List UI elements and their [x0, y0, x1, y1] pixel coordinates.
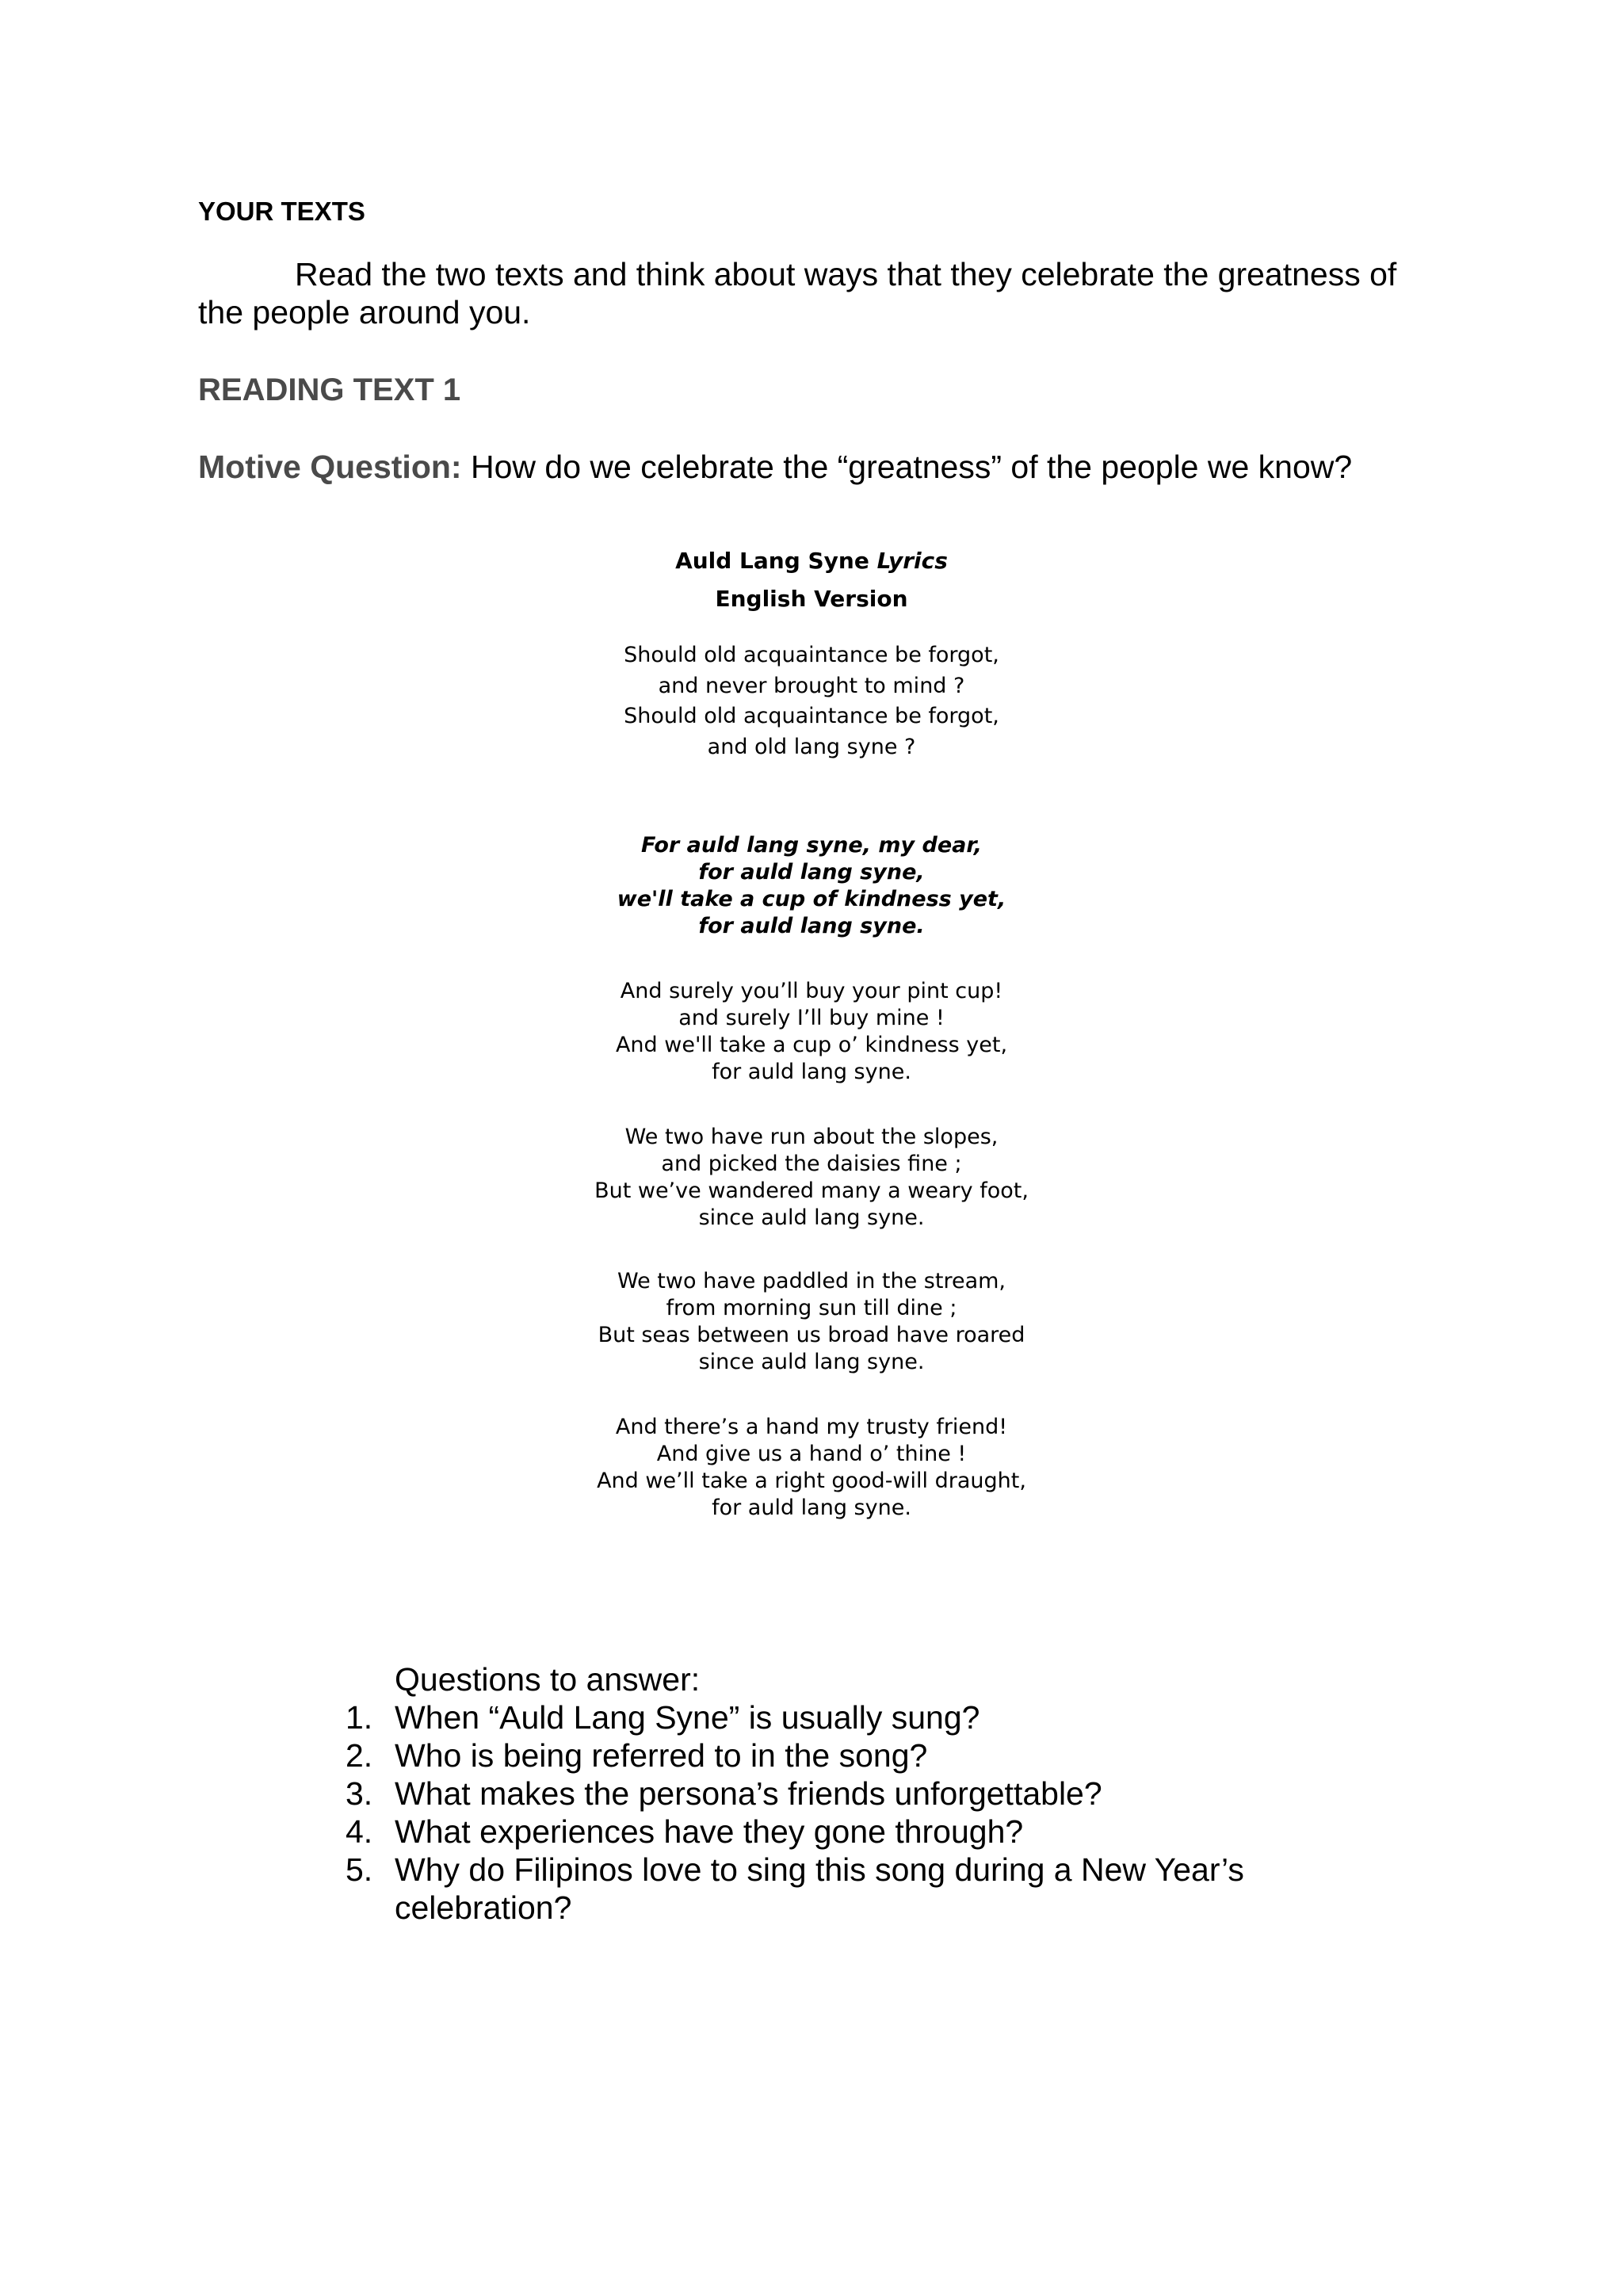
question-number: 2. [346, 1737, 373, 1774]
question-text: Who is being referred to in the song? [395, 1737, 928, 1774]
stanza-line: we'll take a cup of kindness yet, [617, 887, 1006, 911]
reading-title: READING TEXT 1 [198, 372, 461, 407]
stanza-line: But we’ve wandered many a weary foot, [594, 1179, 1029, 1203]
question-text: What makes the persona’s friends unforgettable? [395, 1775, 1102, 1812]
questions-list [198, 1698, 1387, 1927]
poem-subtitle: English Version [715, 586, 908, 612]
list-item [198, 1736, 1306, 1775]
stanza-line: for auld lang syne, [698, 860, 925, 884]
section-label: YOUR TEXTS [198, 197, 365, 226]
motive-question [198, 449, 1352, 486]
list-item [198, 1813, 1306, 1851]
stanza-line: And there’s a hand my trusty friend! [615, 1415, 1008, 1439]
question-text: What experiences have they gone through? [395, 1813, 1024, 1850]
stanza-line: Should old acquaintance be forgot, [624, 643, 999, 667]
stanza-line: And we'll take a cup o’ kindness yet, [615, 1033, 1008, 1057]
list-item [198, 1851, 1306, 1927]
question-text: When “Auld Lang Syne” is usually sung? [395, 1699, 980, 1736]
poem-header [495, 542, 1128, 618]
stanza-line: for auld lang syne. [712, 1496, 911, 1520]
question-number: 1. [346, 1699, 373, 1736]
question-text: Why do Filipinos love to sing this song during a New Year’s celebration? [395, 1851, 1244, 1926]
stanza-1 [495, 640, 1128, 763]
question-number: 3. [346, 1775, 373, 1812]
stanza-line: And surely you’ll buy your pint cup! [620, 979, 1003, 1003]
poem-title: Auld Lang Syne Lyrics [675, 548, 948, 574]
stanza-6 [495, 1414, 1128, 1522]
stanza-line: And we’ll take a right good-will draught, [597, 1469, 1026, 1493]
motive-text: How do we celebrate the “greatness” of the people we know? [470, 449, 1353, 485]
stanza-line: and never brought to mind ? [658, 673, 965, 698]
question-number: 5. [346, 1851, 373, 1888]
stanza-3 [495, 978, 1128, 1086]
stanza-line: We two have paddled in the stream, [617, 1269, 1006, 1293]
stanza-line: and old lang syne ? [707, 735, 916, 760]
question-number: 4. [346, 1813, 373, 1850]
poem-title-italic: Lyrics [876, 548, 948, 574]
stanza-line: and surely I’ll buy mine ! [678, 1006, 945, 1030]
stanza-line: from morning sun till dine ; [666, 1296, 957, 1320]
stanza-line: since auld lang syne. [698, 1350, 925, 1374]
stanza-line: and picked the daisies fine ; [661, 1152, 962, 1176]
list-item [198, 1775, 1306, 1813]
stanza-5 [495, 1268, 1128, 1376]
stanza-line: And give us a hand o’ thine ! [656, 1442, 967, 1466]
stanza-line: For auld lang syne, my dear, [641, 833, 982, 858]
stanza-line: for auld lang syne. [698, 914, 925, 938]
motive-label: Motive Question: [198, 449, 462, 485]
stanza-line: for auld lang syne. [712, 1060, 911, 1084]
questions-heading: Questions to answer: [395, 1661, 701, 1698]
stanza-line: But seas between us broad have roared [598, 1323, 1025, 1347]
stanza-chorus [495, 832, 1128, 940]
list-item [198, 1698, 1306, 1736]
intro-paragraph [198, 255, 1450, 331]
stanza-4 [495, 1124, 1128, 1232]
stanza-line: We two have run about the slopes, [624, 1125, 999, 1149]
stanza-line: Should old acquaintance be forgot, [624, 704, 999, 729]
stanza-line: since auld lang syne. [698, 1205, 925, 1230]
intro-text: Read the two texts and think about ways that they celebrate the greatness of the people around you. [198, 256, 1397, 330]
